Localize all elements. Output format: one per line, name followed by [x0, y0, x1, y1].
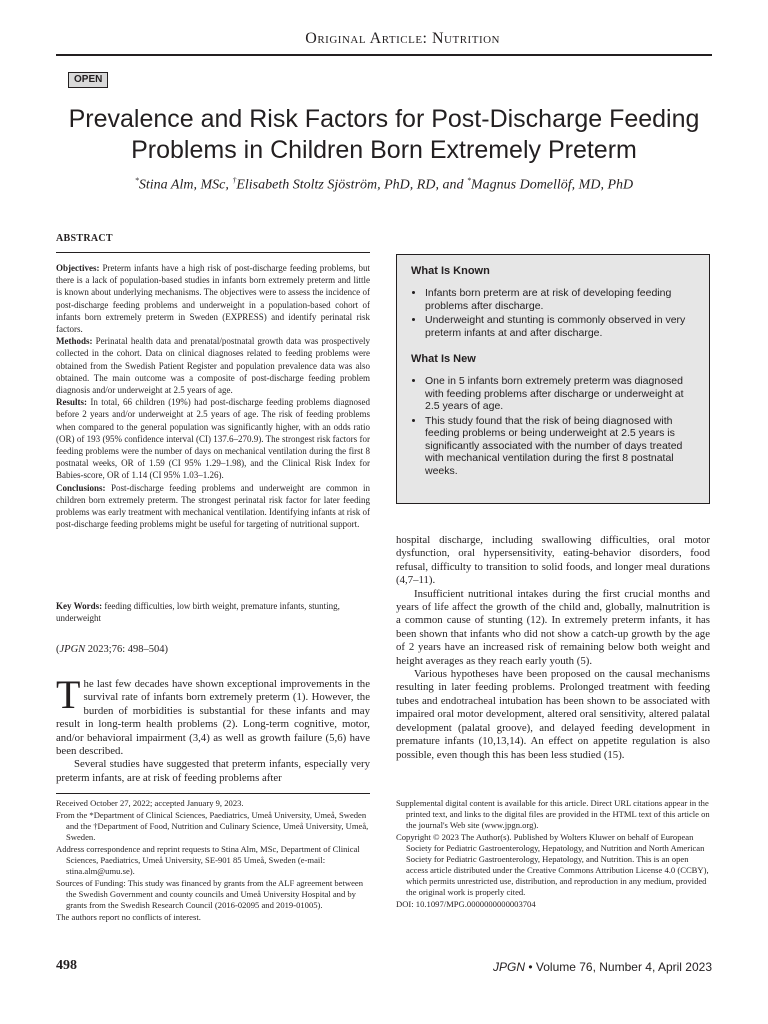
footnote-rule	[56, 793, 370, 794]
abstract-rule	[56, 252, 370, 253]
key-points-box	[396, 254, 710, 504]
intro-paragraph-4: Insufficient nutritional intakes during the first crucial months and years of life affect the growth of the child and, globally, malnutrition is a common cause of stunting (12). In extremely preterm infants, it has been shown that infants who did not show a catch-up growth by the age of 2 years have an increased risk of remaining below both weight and height averages as they reach early youth (5).	[396, 587, 710, 667]
author-1: Stina Alm, MSc,	[138, 177, 233, 193]
footnote-correspondence: Address correspondence and reprint requests to Stina Alm, MSc, Department of Clinical Sciences, Paediatrics, Umeå University, SE-901 85 Umeå, Sweden (e-mail: stina.alm@umu.se).	[56, 844, 360, 876]
intro-paragraph-2: Several studies have suggested that preterm infants, especially very preterm infants, are at risk of feeding problems after	[56, 758, 370, 784]
footnote-affiliations: From the *Department of Clinical Sciences, Paediatrics, Umeå University, Umeå, Sweden and the †Department of Food, Nutrition and Culinary Science, Umeå University, Umeå, Sweden.	[56, 810, 369, 842]
footnote-funding: Sources of Funding: This study was financed by grants from the ALF agreement between the Swedish Government and county councils and Umeå University Hospital and by grants from the Swedish Research Council (2016-02095 and 2019-01005).	[56, 878, 364, 910]
footnote-supplemental: Supplemental digital content is available for this article. Direct URL citations appear in the printed text, and links to the digital files are provided in the HTML text of this article on the journal's Web site (www.jpgn.org).	[396, 798, 710, 830]
author-list	[40, 176, 728, 194]
section-label: Original Article: Nutrition	[305, 30, 500, 47]
abstract-results: Results: In total, 66 children (19%) had post-discharge feeding problems diagnosed before 2 years and/or underweight at 2.5 years of age. The risk of feeding problems when compared to the general population was significantly higher, with an odds ratio (OR) of 193 (95% confidence interval (CI) 137.6–270.9). The strongest risk factors for feeding problems were the number of days on mechanical ventilation during the first 8 postnatal weeks, OR of 1.59 (CI 95% 1.29–1.98), and the Clinical Risk Index for Babies-score, OR of 1.14 (CI 95% 1.03–1.26).	[56, 397, 370, 481]
abstract-objectives: Objectives: Preterm infants have a high risk of post-discharge feeding problems, but there is a lack of population-based studies in infants born extremely preterm and little is known about underlying mechanisms. The objectives were to assess the incidence of post-discharge feeding problems and underweight in a population-based cohort of infants born extremely preterm in Sweden (EXPRESS) and identify perinatal risk factors.	[56, 263, 370, 335]
affiliation-mark: *	[466, 176, 471, 185]
what-is-known-heading: What Is Known	[411, 265, 490, 277]
keywords: Key Words: feeding difficulties, low birth weight, premature infants, stunting, underweight	[56, 601, 340, 624]
footnote-doi: DOI: 10.1097/MPG.0000000000003704	[396, 899, 536, 909]
footnote-conflicts: The authors report no conflicts of interest.	[56, 912, 201, 922]
affiliation-mark: *	[134, 176, 139, 185]
what-is-new-list	[411, 375, 695, 477]
footnote-copyright: Copyright © 2023 The Author(s). Published by Wolters Kluwer on behalf of European Society for Pediatric Gastroenterology, Hepatology, and Nutrition and North American Society for Pediatric Gastroenterology, Hepatology, and Nutrition. This is an open access article distributed under the Creative Commons Attribution License 4.0 (CCBY), which permits unrestricted use, distribution, and reproduction in any medium, provided the original work is properly cited.	[396, 832, 709, 897]
intro-paragraph-3: hospital discharge, including swallowing difficulties, oral motor dysfunction, oral hypersensitivity, eating-behavior disorders, food refusal, difficulty to transition to solid foods, and longer meal durations (4,7–11).	[396, 534, 710, 587]
list-item: • This study found that the risk of being diagnosed with feeding problems or being underweight at 2.5 years is significantly associated with the number of days treated with mechanical ventilation during the first 8 postnatal weeks.	[425, 415, 695, 478]
footnote-received: Received October 27, 2022; accepted January 9, 2023.	[56, 798, 244, 808]
list-item: • Infants born preterm are at risk of developing feeding problems after discharge.	[425, 287, 695, 312]
open-access-badge: OPEN	[68, 72, 108, 88]
drop-cap: T	[56, 672, 81, 717]
intro-paragraph-1: The last few decades have shown exceptional improvements in the survival rate of infants born extremely preterm (1). However, the burden of morbidities is substantial for these infants and may result in long-term health problems (2). Long-term cognitive, motor, and/or behavioral impairment (3,4) as well as growth failure (5,6) have been described.	[56, 672, 370, 758]
body-column-left	[56, 672, 370, 785]
list-item: • Underweight and stunting is commonly observed in very preterm infants at and after discharge.	[425, 314, 695, 339]
list-item: • One in 5 infants born extremely preterm was diagnosed with feeding problems after discharge or underweight at 2.5 years of age.	[425, 375, 695, 413]
journal-citation: (JPGN 2023;76: 498–504)	[56, 644, 169, 655]
article-title	[40, 104, 728, 166]
what-is-known-list	[411, 287, 695, 339]
what-is-new-heading: What Is New	[411, 353, 476, 365]
abstract-heading: ABSTRACT	[56, 233, 113, 244]
affiliation-mark: †	[232, 176, 237, 185]
abstract-conclusions: Conclusions: Post-discharge feeding problems and underweight are common in children born extremely preterm. The strongest perinatal risk factor for later feeding problems was early treatment with mechanical ventilation. Identifying infants at risk of post-discharge feeding problems might be useful for targeting of nutritional support.	[56, 482, 370, 530]
abstract-methods: Methods: Perinatal health data and prenatal/postnatal growth data was prospectively collected in the cohort. Data on clinical diagnoses related to feeding problems were obtained from the Swedish Patient Register and population prevalence data was also obtained. The main outcome was a composite of post-discharge feeding problem diagnosis and/or underweight at 2.5 years of age.	[56, 336, 370, 396]
intro-paragraph-5: Various hypotheses have been proposed on the causal mechanisms resulting in later feeding problems. Prolonged treatment with feeding tubes and endotracheal intubation has been shown to be associated with impaired oral motor development, altered oral sensitivity, altered palatal development (palatal groove), and delayed feeding development in premature infants (10,13,14). An effect on appetite regulation is also possible, even though this has been less studied (15).	[396, 668, 710, 761]
abstract-body	[56, 262, 370, 530]
title-line-1: Prevalence and Risk Factors for Post-Discharge Feeding	[68, 105, 700, 133]
footnotes-left	[56, 798, 370, 924]
page-number: 498	[56, 958, 77, 973]
author-3: Magnus Domellöf, MD, PhD	[470, 177, 634, 193]
header-rule	[56, 54, 712, 56]
journal-footer: JPGN • Volume 76, Number 4, April 2023	[493, 960, 712, 974]
body-column-right	[396, 534, 710, 762]
footnotes-right	[396, 798, 710, 911]
author-2: Elisabeth Stoltz Sjöström, PhD, RD, and	[236, 177, 467, 193]
title-line-2: Problems in Children Born Extremely Preterm	[131, 136, 637, 164]
